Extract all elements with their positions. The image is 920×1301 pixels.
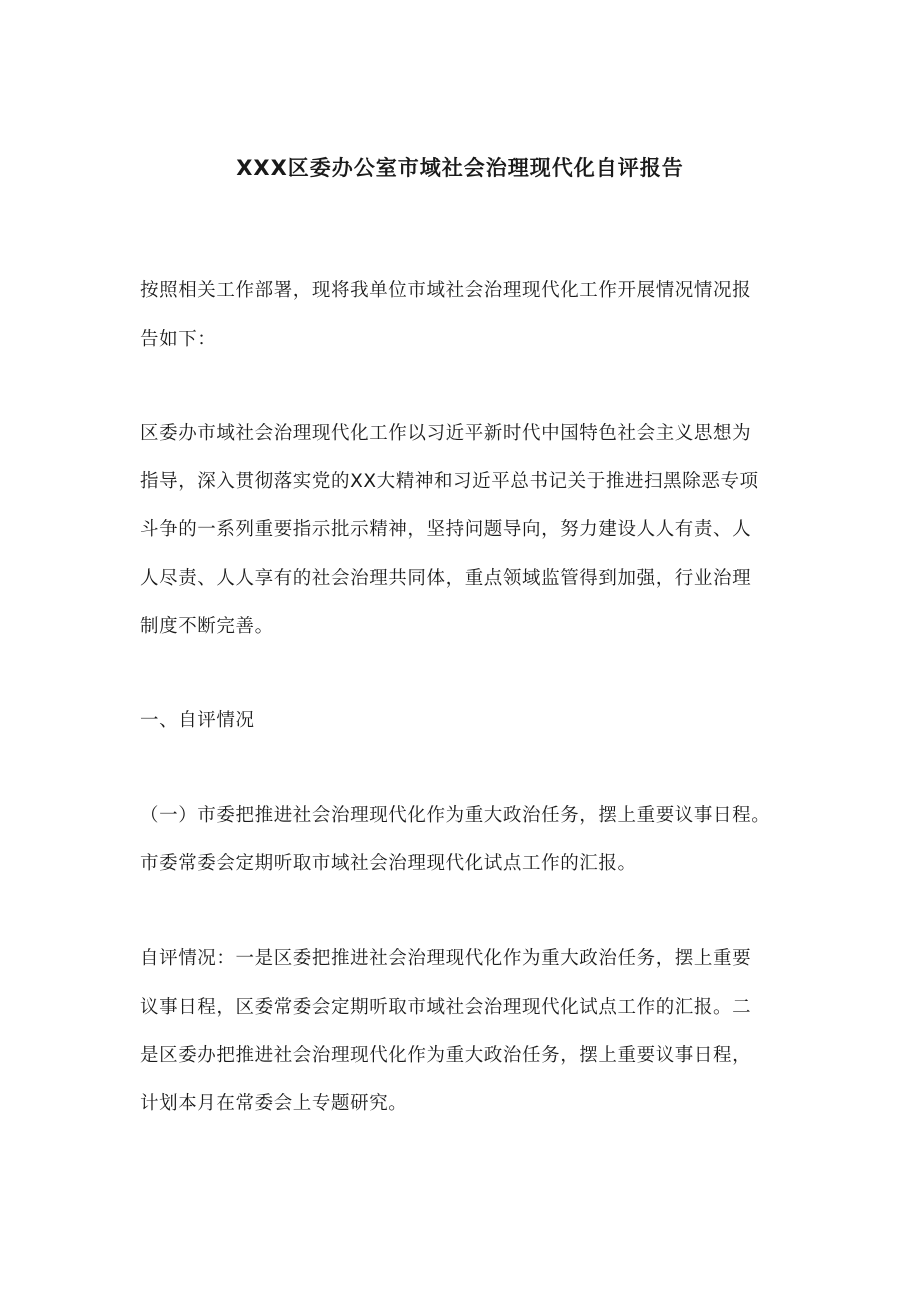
self-eval-line-4: 计划本月在常委会上专题研究。 xyxy=(140,1093,408,1114)
self-eval-line-2: 议事日程，区委常委会定期听取市域社会治理现代化试点工作的汇报。二 xyxy=(140,997,752,1018)
summary-line-2: 指导，深入贯彻落实党的XX大精神和习近平总书记关于推进扫黑除恶专项 xyxy=(140,471,759,492)
item-line-2: 市委常委会定期听取市域社会治理现代化试点工作的汇报。 xyxy=(140,853,637,874)
self-eval-line-3: 是区委办把推进社会治理现代化作为重大政治任务，摆上重要议事日程， xyxy=(140,1045,752,1066)
summary-line-5: 制度不断完善。 xyxy=(140,616,274,637)
section-heading: 一、自评情况 xyxy=(140,710,255,731)
summary-line-3: 斗争的一系列重要指示批示精神，坚持问题导向，努力建设人人有责、人 xyxy=(140,519,752,540)
intro-line-2: 告如下： xyxy=(140,329,217,350)
item-line-1: （一）市委把推进社会治理现代化作为重大政治任务，摆上重要议事日程。 xyxy=(140,805,771,826)
self-eval-line-1: 自评情况：一是区委把推进社会治理现代化作为重大政治任务，摆上重要 xyxy=(140,948,752,969)
summary-line-1: 区委办市域社会治理现代化工作以习近平新时代中国特色社会主义思想为 xyxy=(140,423,752,444)
intro-line-1: 按照相关工作部署，现将我单位市域社会治理现代化工作开展情况情况报 xyxy=(140,280,752,301)
document-title: XXX区委办公室市域社会治理现代化自评报告 xyxy=(236,156,684,180)
summary-line-4: 人尽责、人人享有的社会治理共同体，重点领域监管得到加强，行业治理 xyxy=(140,568,752,589)
